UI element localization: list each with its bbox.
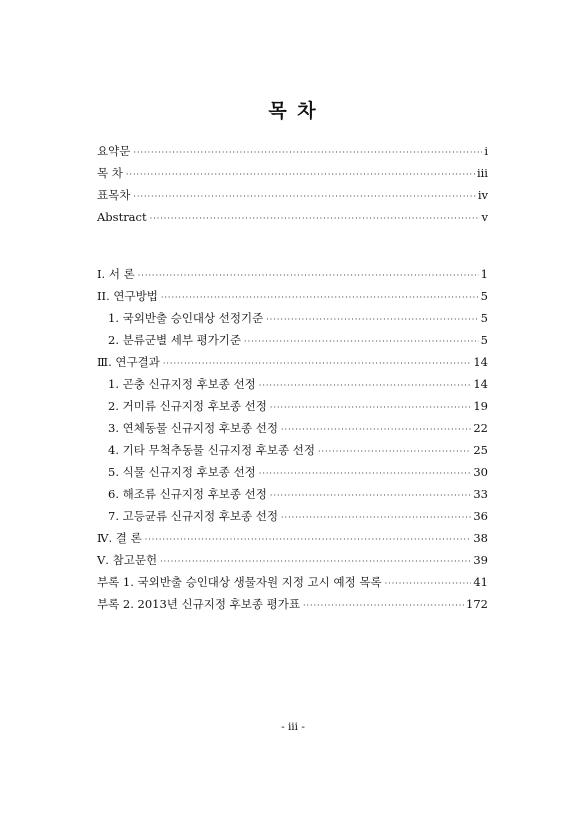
toc-subentry[interactable] (97, 505, 488, 527)
dot-leader (133, 185, 475, 207)
dot-leader (138, 264, 479, 286)
toc-entry-table-list[interactable] (97, 184, 488, 206)
toc-entry-label: Abstract (97, 210, 147, 224)
dot-leader (145, 528, 472, 550)
dot-leader (270, 396, 471, 418)
toc-entry-page: 5 (480, 311, 488, 325)
dot-leader (303, 594, 464, 616)
toc-entry-page: 33 (473, 487, 488, 501)
toc-entry-page: 39 (473, 553, 488, 567)
toc-entry-label: 7. 고등균류 신규지정 후보종 선정 (108, 509, 279, 523)
page-number-footer: - iii - (281, 721, 305, 733)
toc-subentry[interactable] (97, 373, 488, 395)
dot-leader (259, 462, 472, 484)
toc-entry[interactable] (97, 263, 488, 285)
toc-entry-label: 부록 1. 국외반출 승인대상 생물자원 지정 고시 예정 목록 (97, 575, 382, 589)
toc-entry-label: 표목차 (97, 188, 131, 202)
toc-entry[interactable] (97, 351, 488, 373)
toc-entry-page: 38 (473, 531, 488, 545)
dot-leader (259, 374, 472, 396)
dot-leader (133, 141, 482, 163)
toc-entry-page: iv (477, 188, 488, 202)
toc-entry-label: Ⅲ. 연구결과 (97, 355, 160, 369)
toc-entry-page: 5 (480, 333, 488, 347)
dot-leader (266, 308, 478, 330)
toc-subentry[interactable] (97, 395, 488, 417)
dot-leader (270, 484, 471, 506)
toc-entry-label: 1. 곤충 신규지정 후보종 선정 (108, 377, 256, 391)
dot-leader (318, 440, 471, 462)
toc-entry-page: 1 (480, 267, 488, 281)
toc-entry-page: iii (476, 166, 488, 180)
toc-entry-label: Ⅳ. 결 론 (97, 531, 142, 545)
toc-entry[interactable] (97, 549, 488, 571)
dot-leader (281, 418, 471, 440)
toc-entry-page: 30 (473, 465, 488, 479)
toc-entry-page: i (484, 144, 488, 158)
toc-entry-label: 6. 해조류 신규지정 후보종 선정 (108, 487, 267, 501)
dot-leader (385, 572, 472, 594)
dot-leader (150, 207, 480, 229)
toc-subentry[interactable] (97, 483, 488, 505)
toc-subentry[interactable] (97, 417, 488, 439)
page-title: 목 차 (268, 100, 318, 122)
toc-entry-label: I. 서 론 (97, 267, 135, 281)
toc-entry-appendix-1[interactable] (97, 571, 488, 593)
toc-entry[interactable] (97, 527, 488, 549)
toc-entry-label: 1. 국외반출 승인대상 선정기준 (108, 311, 264, 325)
toc-entry-label: 4. 기타 무척추동물 신규지정 후보종 선정 (108, 443, 315, 457)
toc-entry-label: 부록 2. 2013년 신규지정 후보종 평가표 (97, 597, 300, 611)
toc-subentry[interactable] (97, 329, 488, 351)
toc-front-matter (97, 140, 488, 228)
toc-entry[interactable] (97, 285, 488, 307)
toc-entry-label: 목 차 (97, 166, 123, 180)
toc-entry-abstract[interactable] (97, 206, 488, 228)
toc-main-contents (97, 263, 488, 615)
toc-entry-summary[interactable] (97, 140, 488, 162)
toc-subentry[interactable] (97, 461, 488, 483)
dot-leader (244, 330, 479, 352)
dot-leader (163, 352, 472, 374)
toc-entry-page: 41 (473, 575, 488, 589)
toc-entry-page: 22 (473, 421, 488, 435)
toc-entry-label: II. 연구방법 (97, 289, 158, 303)
toc-entry-label: 5. 식물 신규지정 후보종 선정 (108, 465, 256, 479)
toc-entry-page: 5 (480, 289, 488, 303)
toc-entry-page: v (481, 210, 488, 224)
toc-entry-label: Ⅴ. 참고문헌 (97, 553, 158, 567)
dot-leader (126, 163, 475, 185)
toc-entry-label: 3. 연체동물 신규지정 후보종 선정 (108, 421, 279, 435)
toc-entry-label: 2. 거미류 신규지정 후보종 선정 (108, 399, 267, 413)
toc-entry-page: 172 (466, 597, 488, 611)
toc-entry-label: 요약문 (97, 144, 131, 158)
toc-subentry[interactable] (97, 307, 488, 329)
toc-entry-label: 2. 분류군별 세부 평가기준 (108, 333, 242, 347)
dot-leader (161, 286, 479, 308)
toc-entry-page: 14 (473, 355, 488, 369)
toc-entry-contents[interactable] (97, 162, 488, 184)
toc-subentry[interactable] (97, 439, 488, 461)
dot-leader (160, 550, 471, 572)
dot-leader (281, 506, 471, 528)
toc-entry-page: 36 (473, 509, 488, 523)
toc-entry-page: 25 (473, 443, 488, 457)
toc-entry-page: 14 (473, 377, 488, 391)
toc-entry-appendix-2[interactable] (97, 593, 488, 615)
toc-entry-page: 19 (473, 399, 488, 413)
